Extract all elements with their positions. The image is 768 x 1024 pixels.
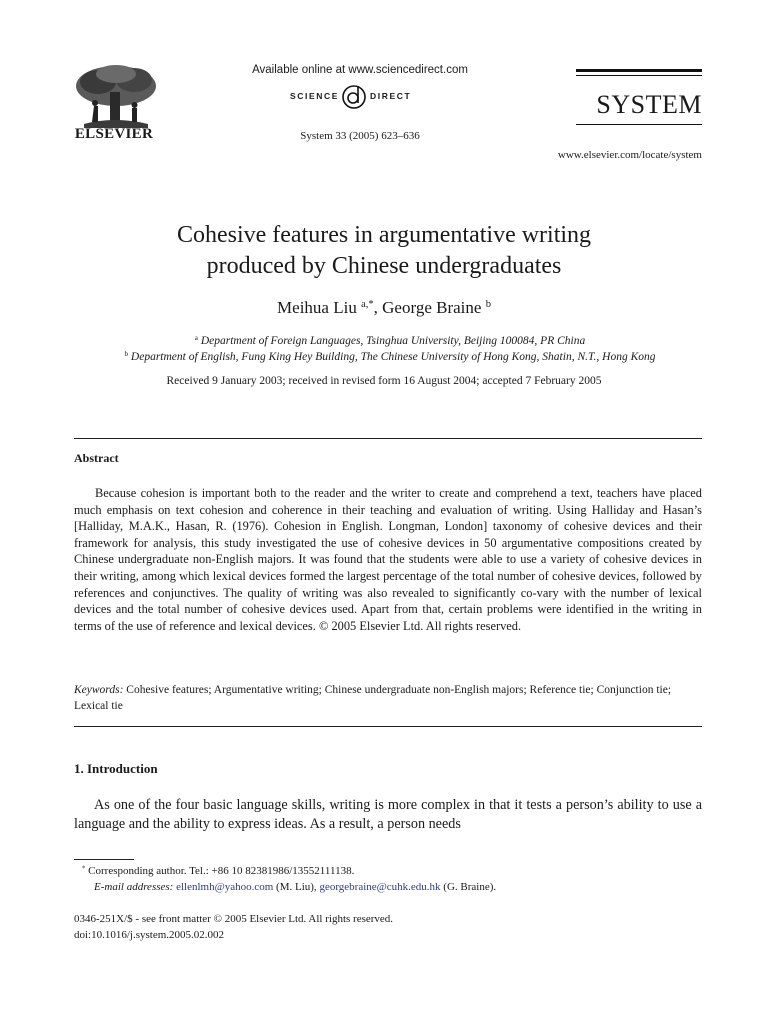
abstract-body: Because cohesion is important both to the reader and the writer to create and comprehend a text, teachers have placed much emphasis on text cohesion and coherence in their teaching and evaluation of writing. Using Halliday and Hasan’s [Halliday, M.A.K., Hasan, R. (1976). Cohesion in English. Longman, London] taxonomy of cohesive devices and their framework for analysis, this study investigated the use of cohesive devices in 50 argumentative compositions created by Chinese undergraduate non-English majors. It was found that the students were able to use a variety of cohesive devices in their writing, among which lexical devices formed the largest percentage of the total number of cohesive devices, followed by references and conjunctives. The quality of writing was also revealed to significantly co-vary with the number of lexical devices and the total number of cohesive devices used. Apart from that, certain problems were identified in the writing in terms of the use of reference and lexical devices. © 2005 Elsevier Ltd. All rights reserved. — [74, 486, 702, 633]
email-link[interactable]: ellenlmh@yahoo.com — [176, 881, 274, 893]
affiliation-mark: b — [124, 350, 129, 359]
footnote-text: Corresponding author. Tel.: +86 10 82381986/13552111138. — [88, 865, 355, 877]
email-owner: (G. Braine). — [443, 881, 497, 893]
keywords — [74, 683, 702, 714]
footnote-rule — [74, 859, 134, 860]
affiliation-text: Department of Foreign Languages, Tsinghua University, Beijing 100084, PR China — [200, 335, 586, 347]
article-history-dates: Received 9 January 2003; received in revised form 16 August 2004; accepted 7 February 2005 — [166, 375, 602, 387]
affiliation-b — [40, 351, 740, 363]
journal-rule-thin — [576, 75, 702, 76]
abstract-rule-top — [74, 438, 702, 439]
affiliation-mark: a — [194, 334, 198, 343]
keywords-label: Keywords: — [74, 684, 124, 696]
author-name[interactable]: George Braine — [382, 298, 482, 317]
abstract-heading: Abstract — [74, 451, 119, 465]
author-separator: , — [373, 298, 383, 317]
sciencedirect-mark-icon — [340, 82, 368, 110]
author-affiliation-mark: b — [485, 299, 491, 311]
elsevier-tree-icon — [64, 64, 164, 128]
title-line-1: Cohesive features in argumentative writing — [176, 222, 592, 248]
footnote-corresponding-author — [82, 864, 702, 880]
journal-name: SYSTEM — [596, 90, 702, 119]
author-list — [64, 298, 704, 318]
journal-rule-thick — [576, 69, 702, 72]
doi-line[interactable]: doi:10.1016/j.system.2005.02.002 — [74, 929, 225, 941]
journal-rule-bottom — [576, 124, 702, 125]
sciencedirect-logo — [262, 82, 462, 110]
publisher-name: ELSEVIER — [74, 126, 154, 142]
sd-logo-right-text: DIRECT — [370, 91, 412, 101]
available-online-note: Available online at www.sciencedirect.com — [252, 64, 468, 76]
title-line-2: produced by Chinese undergraduates — [206, 253, 562, 279]
affiliation-text: Department of English, Fung King Hey Building, The Chinese University of Hong Kong, Shatin, N.T., Hong Kong — [130, 351, 656, 363]
abstract-rule-bottom — [74, 726, 702, 727]
footnote-mark: * — [82, 865, 86, 873]
introduction-paragraph: As one of the four basic language skills, writing is more complex in that it tests a person’s ability to use a language and the ability to express ideas. As a result, a person needs — [74, 797, 702, 832]
email-owner: (M. Liu), — [276, 881, 317, 893]
issn-copyright-line: 0346-251X/$ - see front matter © 2005 Elsevier Ltd. All rights reserved. — [74, 913, 394, 925]
publisher-logo — [64, 64, 164, 143]
section-heading-introduction: 1. Introduction — [74, 761, 158, 776]
author-name[interactable]: Meihua Liu — [277, 298, 357, 317]
email-label: E-mail addresses: — [94, 881, 174, 893]
footnote-emails — [94, 880, 704, 896]
sd-logo-left-text: SCIENCE — [290, 91, 339, 101]
keywords-list: Cohesive features; Argumentative writing; Chinese undergraduate non-English majors; Reference tie; Conjunction tie; Lexical tie — [74, 684, 672, 712]
author-affiliation-mark: a,* — [361, 299, 374, 311]
journal-url-link[interactable]: www.elsevier.com/locate/system — [557, 149, 702, 161]
email-link[interactable]: georgebraine@cuhk.edu.hk — [319, 881, 441, 893]
paper-title — [64, 220, 704, 282]
affiliation-a — [40, 335, 740, 347]
journal-citation: System 33 (2005) 623–636 — [300, 130, 420, 142]
